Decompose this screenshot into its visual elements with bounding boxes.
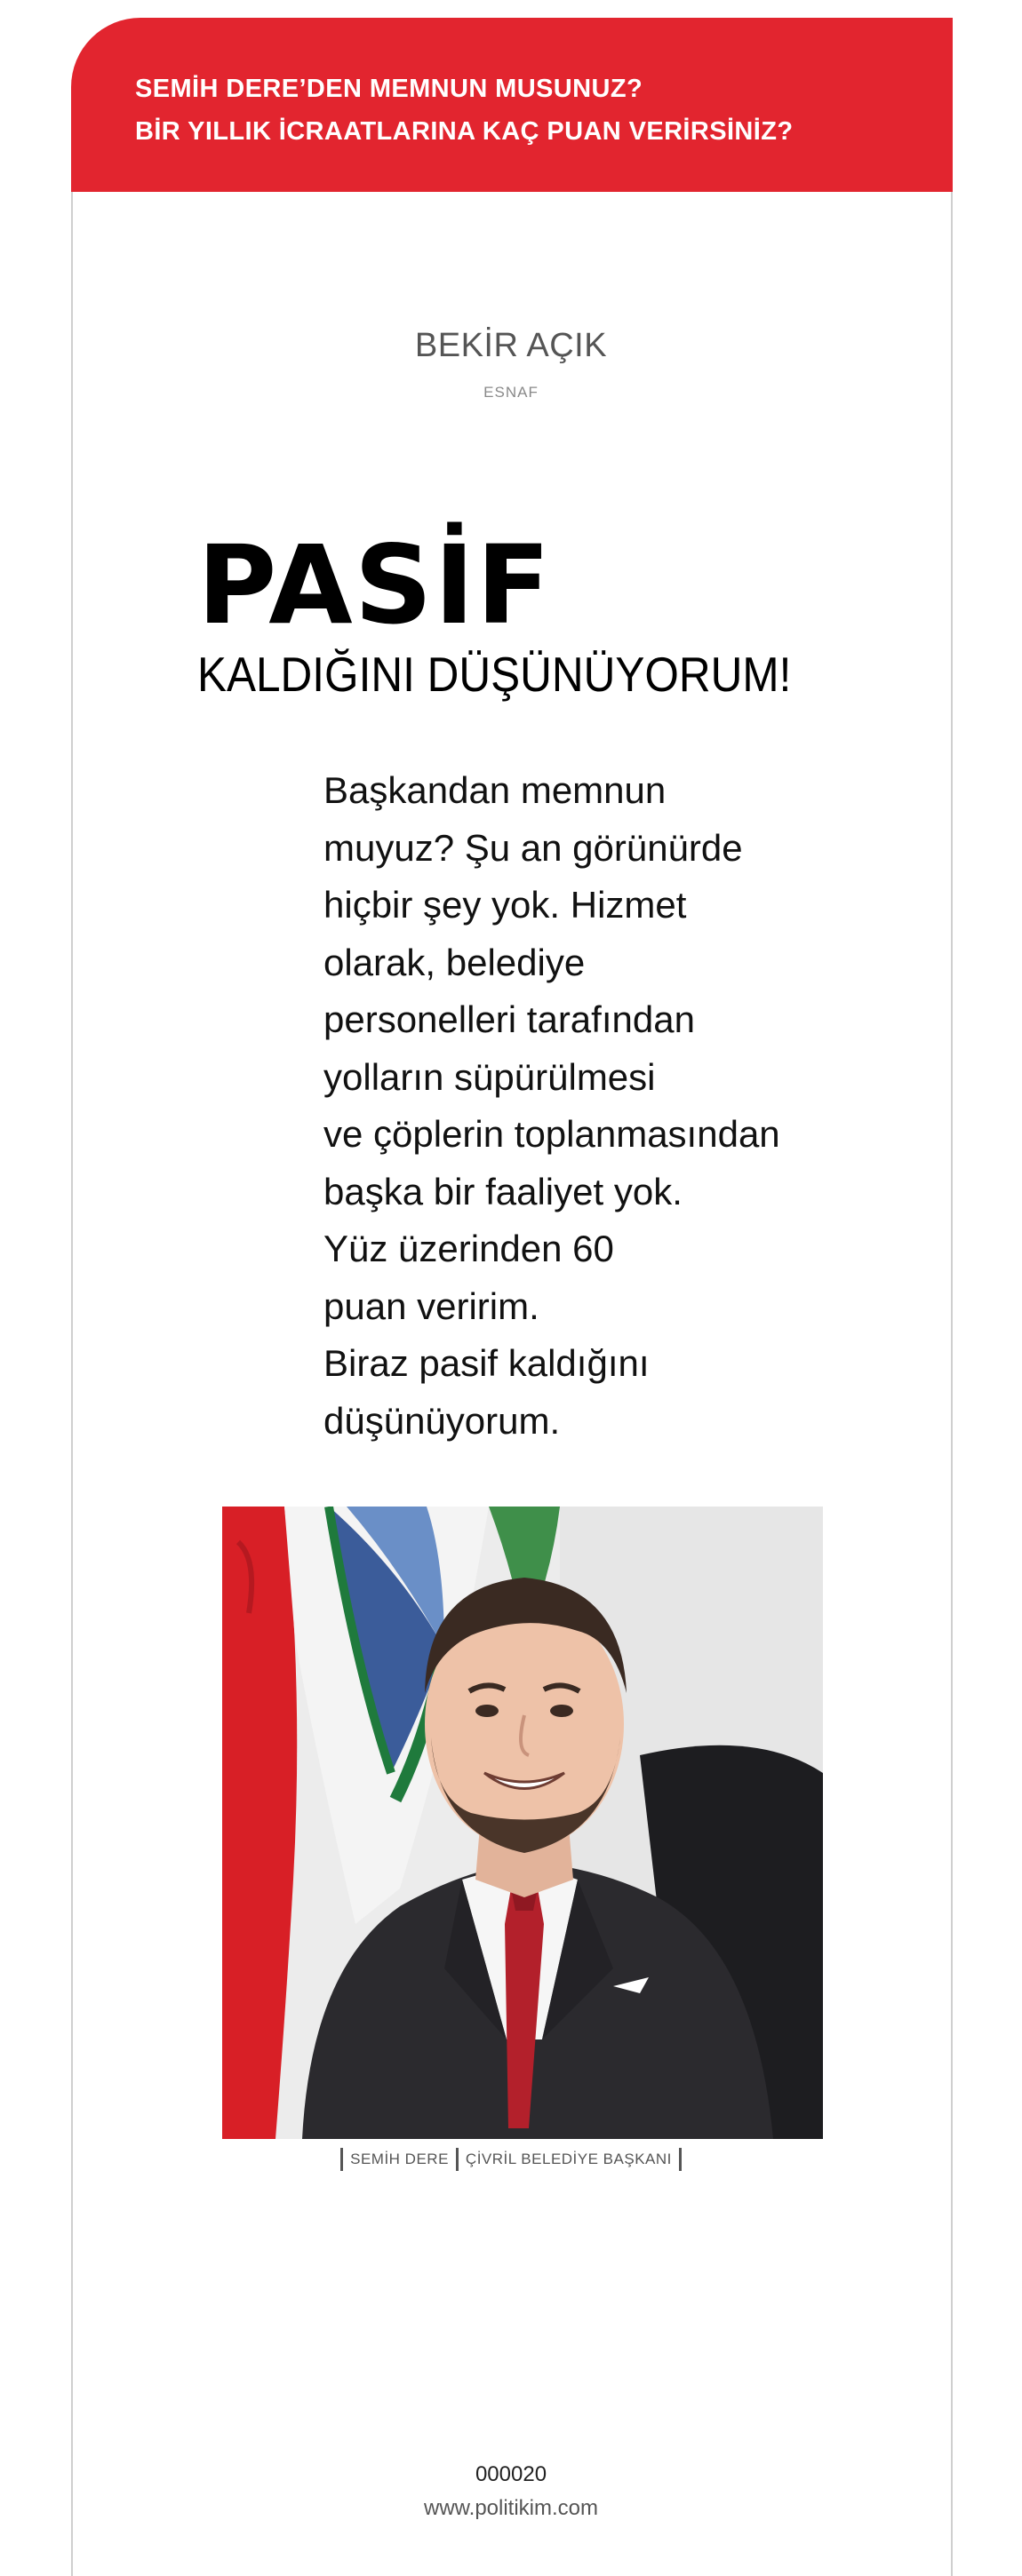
- headline-sub: KALDIĞINI DÜŞÜNÜYORUM!: [197, 647, 792, 702]
- frame-right-border: [951, 178, 953, 2576]
- headline-big: PASİF: [197, 522, 553, 648]
- quote-line: Yüz üzerinden 60: [323, 1228, 614, 1269]
- caption-name: SEMİH DERE: [350, 2151, 449, 2167]
- quote-line: muyuz? Şu an görünürde: [323, 826, 743, 869]
- quote-line: olarak, belediye: [323, 941, 586, 983]
- footer-website: www.politikim.com: [423, 2496, 599, 2520]
- quote-body: [323, 762, 786, 1450]
- mayor-photo: [222, 1507, 823, 2139]
- banner-line-2: BİR YILLIK İCRAATLARINA KAÇ PUAN VERİRSİNİZ?: [135, 117, 794, 146]
- quote-line: personelleri tarafından: [323, 998, 695, 1040]
- frame-left-border: [71, 178, 73, 2576]
- quote-line: Başkandan memnun: [323, 769, 667, 811]
- author-name: BEKİR AÇIK: [414, 327, 608, 364]
- author-role: ESNAF: [483, 384, 539, 401]
- caption-divider: [456, 2148, 459, 2171]
- banner-line-1: SEMİH DERE’DEN MEMNUN MUSUNUZ?: [135, 75, 643, 103]
- photo-caption: [0, 2148, 1022, 2171]
- caption-title: ÇİVRİL BELEDİYE BAŞKANI: [465, 2151, 672, 2167]
- caption-divider: [679, 2148, 682, 2171]
- caption-divider: [340, 2148, 343, 2171]
- quote-line: hiçbir şey yok. Hizmet: [323, 884, 687, 926]
- quote-line: başka bir faaliyet yok.: [323, 1170, 683, 1212]
- quote-line: Biraz pasif kaldığını: [323, 1342, 650, 1384]
- footer-number: 000020: [475, 2462, 547, 2486]
- quote-line: düşünüyorum.: [323, 1399, 561, 1442]
- mayor-portrait-illustration: [222, 1507, 823, 2139]
- quote-line: yolların süpürülmesi: [323, 1055, 656, 1098]
- quote-line: ve çöplerin toplanmasından: [323, 1113, 780, 1155]
- quote-line: puan veririm.: [323, 1284, 539, 1327]
- question-banner: [71, 18, 953, 192]
